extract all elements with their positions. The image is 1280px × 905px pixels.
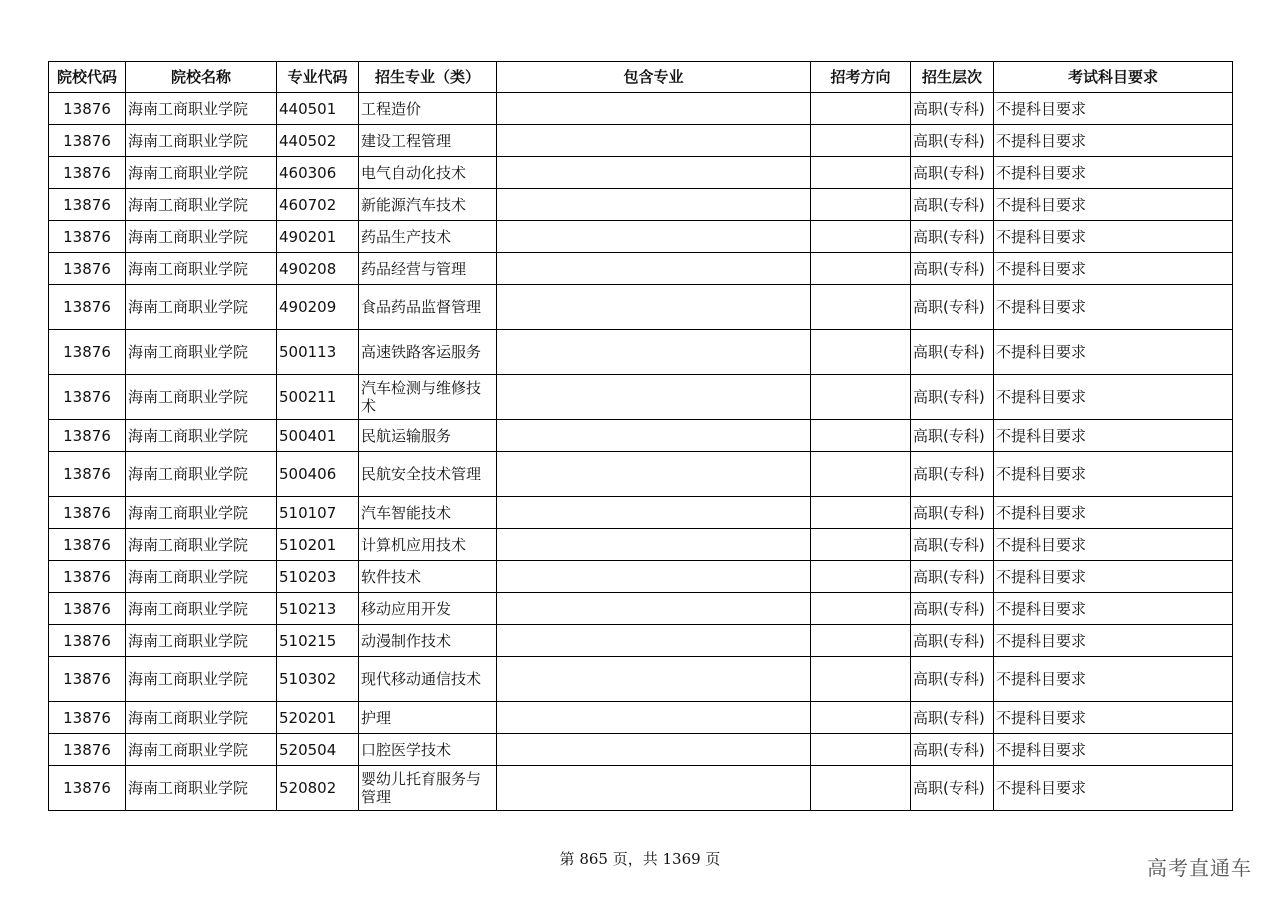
header-major: 招生专业（类） (359, 62, 497, 93)
cell-includes (497, 253, 811, 285)
cell-major: 汽车智能技术 (359, 497, 497, 529)
header-level: 招生层次 (911, 62, 994, 93)
cell-school-code: 13876 (49, 734, 126, 766)
cell-requirement: 不提科目要求 (994, 285, 1233, 330)
cell-school-name: 海南工商职业学院 (126, 157, 277, 189)
cell-level: 高职(专科) (911, 497, 994, 529)
cell-direction (811, 221, 911, 253)
cell-major: 移动应用开发 (359, 593, 497, 625)
cell-school-code: 13876 (49, 330, 126, 375)
cell-major-code: 500211 (277, 375, 359, 420)
cell-school-code: 13876 (49, 93, 126, 125)
table-row (49, 529, 1233, 561)
cell-major-code: 510302 (277, 657, 359, 702)
cell-school-name: 海南工商职业学院 (126, 189, 277, 221)
cell-school-name: 海南工商职业学院 (126, 702, 277, 734)
cell-school-name: 海南工商职业学院 (126, 734, 277, 766)
cell-level: 高职(专科) (911, 420, 994, 452)
cell-school-name: 海南工商职业学院 (126, 561, 277, 593)
cell-includes (497, 375, 811, 420)
cell-requirement: 不提科目要求 (994, 625, 1233, 657)
cell-major: 口腔医学技术 (359, 734, 497, 766)
cell-major: 建设工程管理 (359, 125, 497, 157)
cell-level: 高职(专科) (911, 125, 994, 157)
cell-school-name: 海南工商职业学院 (126, 221, 277, 253)
cell-major: 药品经营与管理 (359, 253, 497, 285)
cell-school-name: 海南工商职业学院 (126, 253, 277, 285)
cell-includes (497, 593, 811, 625)
cell-major-code: 440502 (277, 125, 359, 157)
cell-school-code: 13876 (49, 766, 126, 811)
cell-school-code: 13876 (49, 657, 126, 702)
cell-direction (811, 253, 911, 285)
cell-level: 高职(专科) (911, 766, 994, 811)
cell-requirement: 不提科目要求 (994, 561, 1233, 593)
cell-direction (811, 125, 911, 157)
cell-major: 电气自动化技术 (359, 157, 497, 189)
cell-school-name: 海南工商职业学院 (126, 93, 277, 125)
cell-includes (497, 657, 811, 702)
cell-school-name: 海南工商职业学院 (126, 125, 277, 157)
cell-school-code: 13876 (49, 420, 126, 452)
cell-major-code: 490209 (277, 285, 359, 330)
cell-requirement: 不提科目要求 (994, 375, 1233, 420)
cell-direction (811, 189, 911, 221)
cell-major-code: 510107 (277, 497, 359, 529)
cell-direction (811, 157, 911, 189)
table-row (49, 330, 1233, 375)
cell-major-code: 520802 (277, 766, 359, 811)
cell-major: 汽车检测与维修技术 (359, 375, 497, 420)
cell-direction (811, 330, 911, 375)
table-row (49, 657, 1233, 702)
cell-major-code: 510213 (277, 593, 359, 625)
cell-school-name: 海南工商职业学院 (126, 529, 277, 561)
cell-requirement: 不提科目要求 (994, 452, 1233, 497)
cell-school-code: 13876 (49, 221, 126, 253)
cell-school-name: 海南工商职业学院 (126, 330, 277, 375)
cell-major: 工程造价 (359, 93, 497, 125)
cell-direction (811, 93, 911, 125)
cell-level: 高职(专科) (911, 593, 994, 625)
header-requirement: 考试科目要求 (994, 62, 1233, 93)
cell-requirement: 不提科目要求 (994, 657, 1233, 702)
header-major-code: 专业代码 (277, 62, 359, 93)
table-row (49, 702, 1233, 734)
cell-includes (497, 452, 811, 497)
cell-major: 现代移动通信技术 (359, 657, 497, 702)
cell-school-name: 海南工商职业学院 (126, 452, 277, 497)
cell-major-code: 460306 (277, 157, 359, 189)
cell-includes (497, 285, 811, 330)
header-includes: 包含专业 (497, 62, 811, 93)
watermark: 高考直通车 (1147, 856, 1252, 880)
cell-requirement: 不提科目要求 (994, 93, 1233, 125)
cell-level: 高职(专科) (911, 375, 994, 420)
cell-requirement: 不提科目要求 (994, 330, 1233, 375)
cell-direction (811, 375, 911, 420)
header-school-code: 院校代码 (49, 62, 126, 93)
cell-major-code: 520201 (277, 702, 359, 734)
cell-includes (497, 734, 811, 766)
cell-major-code: 500401 (277, 420, 359, 452)
table-row (49, 157, 1233, 189)
cell-direction (811, 529, 911, 561)
table-row (49, 497, 1233, 529)
cell-requirement: 不提科目要求 (994, 593, 1233, 625)
cell-major-code: 500406 (277, 452, 359, 497)
cell-requirement: 不提科目要求 (994, 253, 1233, 285)
table-row (49, 766, 1233, 811)
admissions-table (48, 61, 1233, 811)
cell-includes (497, 93, 811, 125)
cell-level: 高职(专科) (911, 93, 994, 125)
cell-includes (497, 330, 811, 375)
cell-major-code: 490201 (277, 221, 359, 253)
cell-major: 软件技术 (359, 561, 497, 593)
cell-major-code: 510203 (277, 561, 359, 593)
cell-direction (811, 285, 911, 330)
cell-level: 高职(专科) (911, 657, 994, 702)
cell-includes (497, 766, 811, 811)
cell-major-code: 490208 (277, 253, 359, 285)
cell-school-code: 13876 (49, 125, 126, 157)
cell-requirement: 不提科目要求 (994, 157, 1233, 189)
cell-major-code: 510201 (277, 529, 359, 561)
table-row (49, 561, 1233, 593)
cell-direction (811, 657, 911, 702)
table-row (49, 625, 1233, 657)
cell-includes (497, 420, 811, 452)
cell-school-code: 13876 (49, 593, 126, 625)
cell-level: 高职(专科) (911, 253, 994, 285)
cell-includes (497, 529, 811, 561)
cell-requirement: 不提科目要求 (994, 221, 1233, 253)
cell-requirement: 不提科目要求 (994, 766, 1233, 811)
cell-major: 新能源汽车技术 (359, 189, 497, 221)
cell-includes (497, 189, 811, 221)
cell-level: 高职(专科) (911, 625, 994, 657)
cell-major: 食品药品监督管理 (359, 285, 497, 330)
table-row (49, 593, 1233, 625)
cell-requirement: 不提科目要求 (994, 734, 1233, 766)
cell-school-code: 13876 (49, 157, 126, 189)
cell-school-name: 海南工商职业学院 (126, 285, 277, 330)
cell-major-code: 520504 (277, 734, 359, 766)
cell-includes (497, 125, 811, 157)
cell-school-name: 海南工商职业学院 (126, 657, 277, 702)
cell-direction (811, 420, 911, 452)
cell-school-code: 13876 (49, 253, 126, 285)
cell-includes (497, 221, 811, 253)
cell-direction (811, 452, 911, 497)
cell-level: 高职(专科) (911, 734, 994, 766)
cell-school-name: 海南工商职业学院 (126, 420, 277, 452)
cell-requirement: 不提科目要求 (994, 702, 1233, 734)
cell-major-code: 510215 (277, 625, 359, 657)
cell-direction (811, 766, 911, 811)
cell-direction (811, 734, 911, 766)
cell-school-code: 13876 (49, 452, 126, 497)
cell-level: 高职(专科) (911, 702, 994, 734)
cell-includes (497, 157, 811, 189)
cell-major-code: 440501 (277, 93, 359, 125)
cell-school-code: 13876 (49, 497, 126, 529)
cell-direction (811, 497, 911, 529)
cell-major: 高速铁路客运服务 (359, 330, 497, 375)
cell-school-code: 13876 (49, 285, 126, 330)
header-school-name: 院校名称 (126, 62, 277, 93)
cell-level: 高职(专科) (911, 561, 994, 593)
cell-requirement: 不提科目要求 (994, 497, 1233, 529)
cell-direction (811, 593, 911, 625)
cell-school-code: 13876 (49, 702, 126, 734)
cell-level: 高职(专科) (911, 189, 994, 221)
cell-school-code: 13876 (49, 625, 126, 657)
cell-level: 高职(专科) (911, 157, 994, 189)
cell-level: 高职(专科) (911, 285, 994, 330)
cell-school-name: 海南工商职业学院 (126, 625, 277, 657)
cell-includes (497, 702, 811, 734)
table-row (49, 125, 1233, 157)
table-row (49, 285, 1233, 330)
table-row (49, 93, 1233, 125)
table-row (49, 375, 1233, 420)
cell-major: 民航安全技术管理 (359, 452, 497, 497)
page-number: 第 865 页，共 1369 页 (559, 850, 721, 868)
cell-school-name: 海南工商职业学院 (126, 375, 277, 420)
cell-major: 药品生产技术 (359, 221, 497, 253)
cell-school-code: 13876 (49, 529, 126, 561)
cell-direction (811, 561, 911, 593)
cell-direction (811, 625, 911, 657)
table-row (49, 253, 1233, 285)
cell-school-name: 海南工商职业学院 (126, 593, 277, 625)
cell-school-name: 海南工商职业学院 (126, 497, 277, 529)
cell-requirement: 不提科目要求 (994, 529, 1233, 561)
cell-major-code: 500113 (277, 330, 359, 375)
cell-includes (497, 561, 811, 593)
header-row (49, 62, 1233, 93)
cell-major: 婴幼儿托育服务与管理 (359, 766, 497, 811)
cell-requirement: 不提科目要求 (994, 420, 1233, 452)
cell-level: 高职(专科) (911, 529, 994, 561)
table-row (49, 189, 1233, 221)
table-row (49, 452, 1233, 497)
cell-school-code: 13876 (49, 561, 126, 593)
cell-school-code: 13876 (49, 375, 126, 420)
cell-includes (497, 497, 811, 529)
table-row (49, 734, 1233, 766)
cell-level: 高职(专科) (911, 221, 994, 253)
cell-level: 高职(专科) (911, 452, 994, 497)
cell-major: 民航运输服务 (359, 420, 497, 452)
cell-major: 计算机应用技术 (359, 529, 497, 561)
header-direction: 招考方向 (811, 62, 911, 93)
cell-requirement: 不提科目要求 (994, 189, 1233, 221)
cell-includes (497, 625, 811, 657)
cell-major: 护理 (359, 702, 497, 734)
cell-school-code: 13876 (49, 189, 126, 221)
cell-major-code: 460702 (277, 189, 359, 221)
cell-direction (811, 702, 911, 734)
table-row (49, 221, 1233, 253)
table-row (49, 420, 1233, 452)
cell-requirement: 不提科目要求 (994, 125, 1233, 157)
cell-school-name: 海南工商职业学院 (126, 766, 277, 811)
cell-major: 动漫制作技术 (359, 625, 497, 657)
cell-level: 高职(专科) (911, 330, 994, 375)
